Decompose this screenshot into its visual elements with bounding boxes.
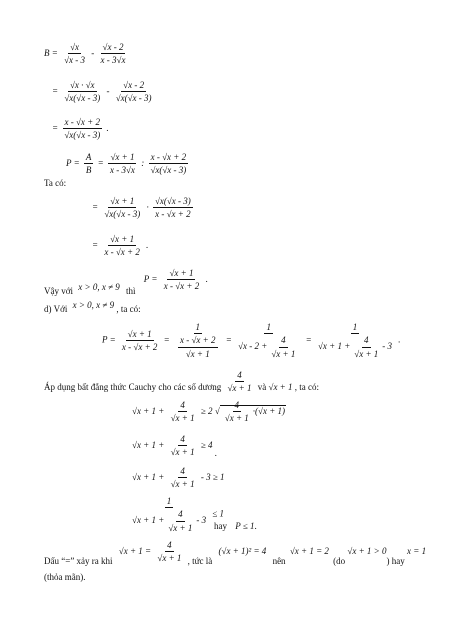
- p-chain: P = $\frac{√x + 1}{x - √x + 2}$ = $\frac{1}{\frac{x - √x + 2}{√x + 1}}$ = 1 √x - 2 + $\frac{4}{√x + 1}$ = 1 √x + 1 + $\frac{4}{√x + 1}$ - 3 .: [102, 322, 401, 359]
- b-step-2: = $\frac{√x \cdot √x}{√x(√x - 3)}$ - $\frac{√x - 2}{√x(√x - 3)}$: [52, 80, 152, 104]
- b-fraction-2: $\frac{√x - 2}{x - 3√x}$: [100, 42, 126, 66]
- b-step-3: = $\frac{x - √x + 2}{√x(√x - 3)}$ .: [52, 117, 109, 141]
- b-definition: B = $\frac{√x}{√x - 3}$ - $\frac{√x - 2}{x - 3√x}$: [44, 42, 126, 66]
- p-definition: P = $\frac{A}{B}$ = $\frac{√x + 1}{x - 3√x}$ : $\frac{x - √x + 2}{√x(√x - 3)}$: [66, 152, 187, 176]
- p-step-3: = $\frac{√x + 1}{x - √x + 2}$ .: [92, 234, 149, 258]
- cauchy-statement: Áp dụng bất đẳng thức Cauchy cho các số dương $\frac{4}{√x + 1}$ và √x + 1 , ta có:: [44, 370, 320, 394]
- thoa-man: (thỏa mãn).: [44, 572, 86, 582]
- part-d-header: d) Với x > 0, x ≠ 9 , ta có:: [44, 300, 141, 314]
- p-step-2: = $\frac{√x + 1}{√x(√x - 3)}$ · $\frac{√x(√x - 3)}{x - √x + 2}$: [92, 196, 191, 220]
- inequality-2: √x + 1 + $\frac{4}{√x + 1}$ ≥ 4 .: [132, 434, 218, 458]
- b-fraction-1: $\frac{√x}{√x - 3}$: [64, 42, 86, 66]
- inequality-1: √x + 1 + $\frac{4}{√x + 1}$ ≥ 2 √ $\frac{4}{√x + 1}$ ·(√x + 1): [132, 400, 286, 424]
- inequality-3: √x + 1 + $\frac{4}{√x + 1}$ - 3 ≥ 1: [132, 466, 225, 490]
- conclusion-line: Vậy với x > 0, x ≠ 9 thì P = $\frac{√x + 1}{x - √x + 2}$ .: [44, 268, 208, 296]
- ta-co-label: Ta có:: [44, 178, 67, 188]
- hay-p-le-1: hay P ≤ 1.: [214, 521, 257, 531]
- inequality-4: 1 √x + 1 + $\frac{4}{√x + 1}$ - 3 ≤ 1: [132, 496, 225, 533]
- b-lhs: B =: [44, 47, 58, 58]
- equality-condition: Dấu “=” xảy ra khi √x + 1 = $\frac{4}{√x + 1}$ , tức là (√x + 1)² = 4 nên √x + 1 = 2 (do √x + 1 > 0) hay x = 1: [44, 540, 427, 566]
